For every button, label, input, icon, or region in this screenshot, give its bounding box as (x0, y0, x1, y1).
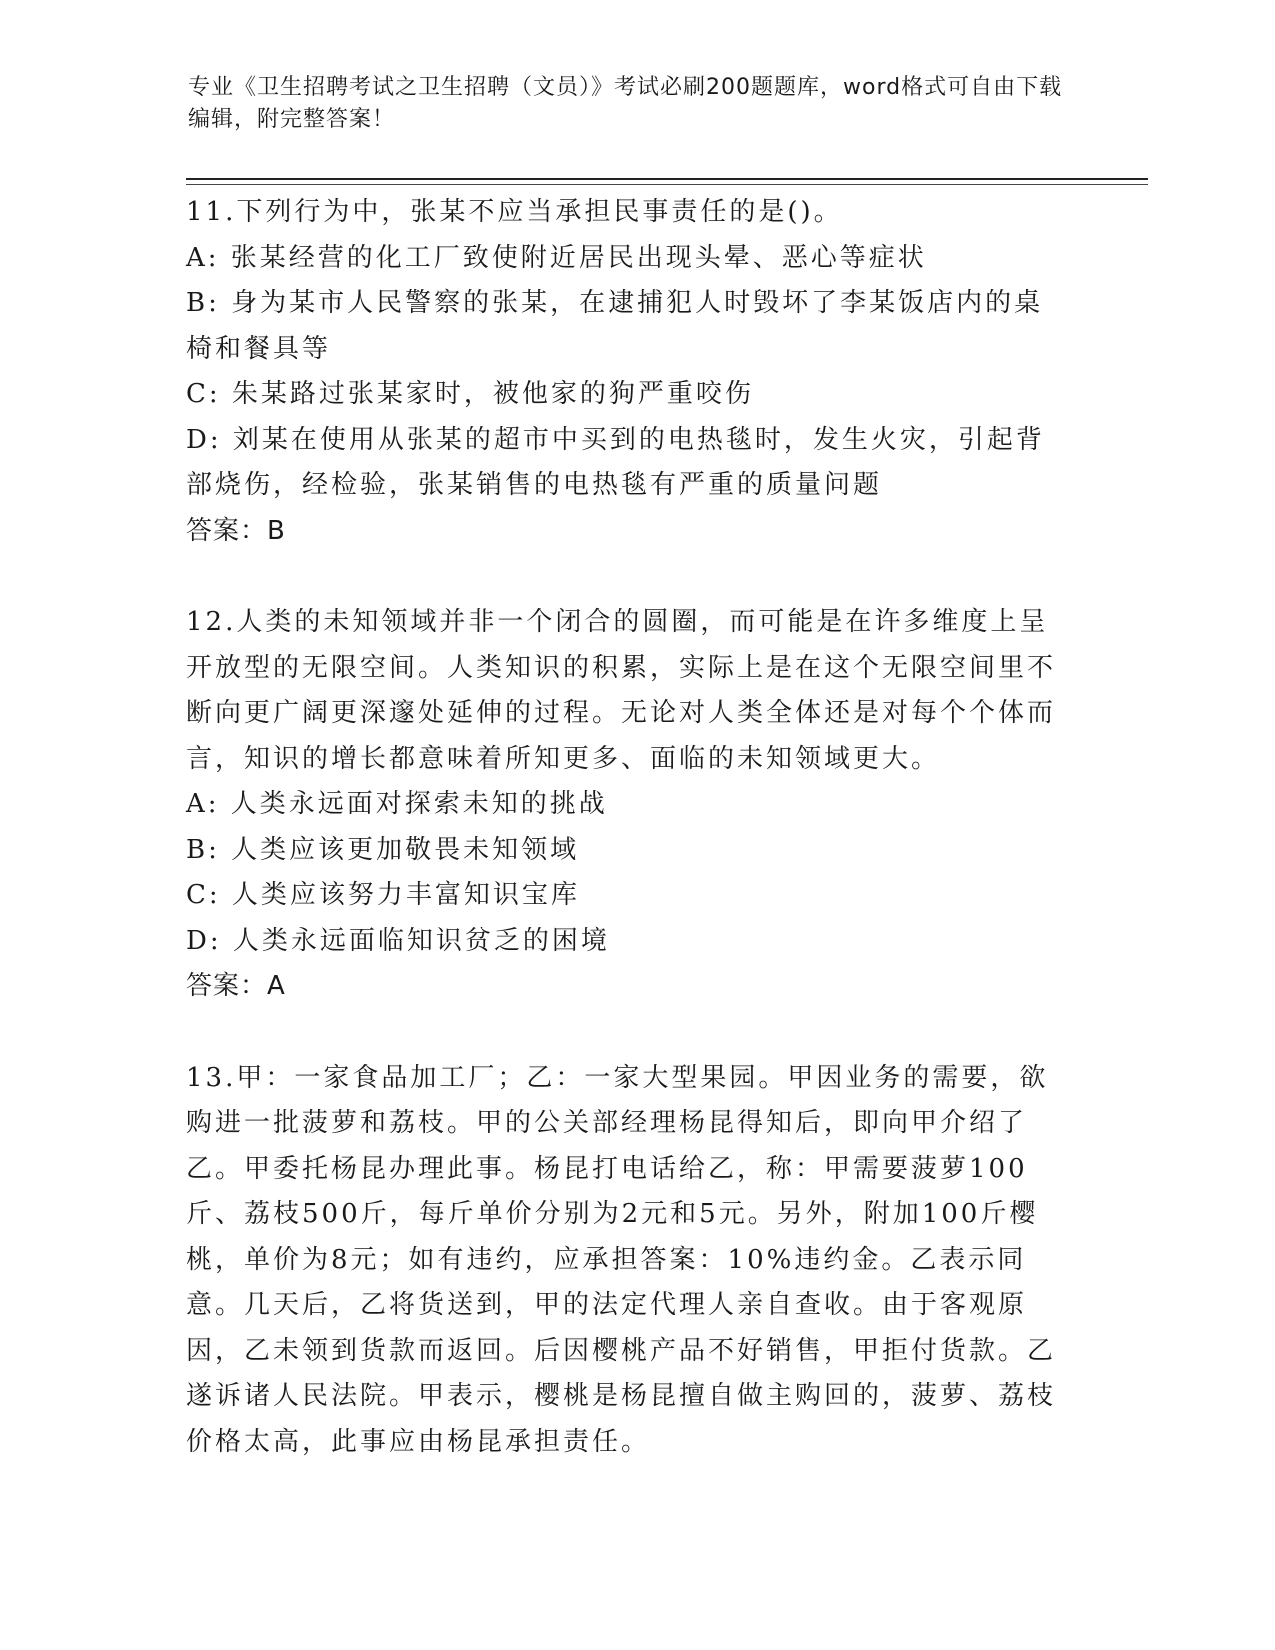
question-stem: 12.人类的未知领域并非一个闭合的圆圈，而可能是在许多维度上呈开放型的无限空间。人类知识的积累，实际上是在这个无限空间里不断向更广阔更深邃处延伸的过程。无论对人类全体还是对每个个体而言，知识的增长都意味着所知更多、面临的未知领域更大。 (186, 607, 1057, 774)
answer-line: 答案：A (186, 971, 286, 1001)
question-list (186, 190, 1066, 1465)
option-c: C: 朱某路过张某家时，被他家的狗严重咬伤 (186, 379, 754, 409)
option-a: A: 张某经营的化工厂致使附近居民出现头晕、恶心等症状 (186, 242, 927, 273)
header-divider-thin (186, 184, 1148, 185)
header-divider-thick (186, 178, 1148, 180)
question-12 (186, 600, 1066, 1010)
question-spacer (186, 1010, 1066, 1056)
option-c: C: 人类应该努力丰富知识宝库 (186, 880, 580, 910)
option-d: D: 刘某在使用从张某的超市中买到的电热毯时，发生火灾，引起背部烧伤，经检验，张某销售的电热毯有严重的质量问题 (186, 424, 1045, 500)
option-a: A: 人类永远面对探索未知的挑战 (186, 789, 608, 819)
question-spacer (186, 554, 1066, 600)
question-13 (186, 1056, 1066, 1466)
option-b: B: 身为某市人民警察的张某，在逮捕犯人时毁坏了李某饭店内的桌椅和餐具等 (186, 288, 1044, 364)
option-d: D: 人类永远面临知识贫乏的困境 (186, 925, 610, 956)
question-stem: 11.下列行为中，张某不应当承担民事责任的是()。 (186, 197, 843, 227)
document-header: 专业《卫生招聘考试之卫生招聘（文员）》考试必刷200题题库，word格式可自由下载编辑，附完整答案！ (188, 75, 1063, 132)
question-11 (186, 190, 1066, 554)
answer-line: 答案：B (186, 515, 286, 546)
option-b: B: 人类应该更加敬畏未知领域 (186, 834, 580, 865)
question-stem: 13.甲：一家食品加工厂；乙：一家大型果园。甲因业务的需要，欲购进一批菠萝和荔枝。甲的公关部经理杨昆得知后，即向甲介绍了乙。甲委托杨昆办理此事。杨昆打电话给乙，称：甲需要菠萝100斤、荔枝500斤，每斤单价分别为2元和5元。另外，附加100斤樱桃，单价为8元；如有违约，应承担答案：10%违约金。乙表示同意。几天后，乙将货送到，甲的法定代理人亲自查收。由于客观原因，乙未领到货款而返回。后因樱桃产品不好销售，甲拒付货款。乙遂诉诸人民法院。甲表示，樱桃是杨昆擅自做主购回的，菠萝、荔枝价格太高，此事应由杨昆承担责任。 (186, 1062, 1057, 1457)
